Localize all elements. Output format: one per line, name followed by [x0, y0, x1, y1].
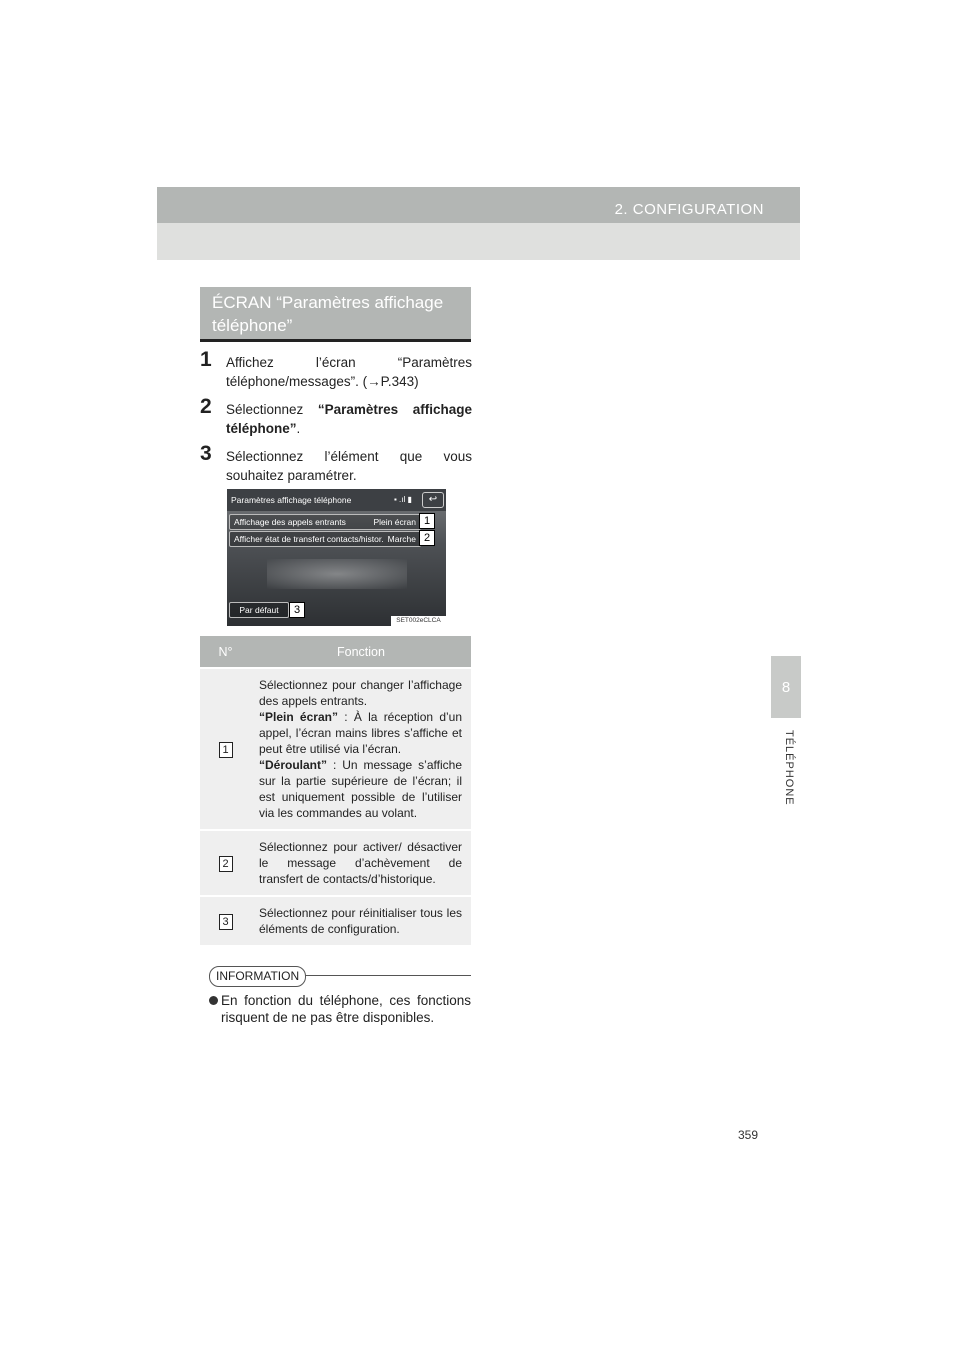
- section-title-line1: ÉCRAN “Paramètres affichage: [212, 293, 444, 312]
- page-number: 359: [738, 1128, 759, 1142]
- chapter-tab: [771, 656, 801, 718]
- default-button[interactable]: Par défaut: [229, 602, 289, 618]
- step-number: 2: [200, 395, 212, 418]
- step-number: 3: [200, 442, 212, 465]
- header-bar: [157, 187, 800, 223]
- section-heading: 2. CONFIGURATION: [614, 201, 764, 218]
- screen-title: Paramètres affichage téléphone: [231, 495, 352, 505]
- incoming-calls-row[interactable]: Affichage des appels entrants Plein écran: [229, 514, 421, 530]
- function-table: [200, 636, 471, 945]
- bullet-icon: [209, 996, 218, 1005]
- image-code: SET002eCLCA: [391, 616, 446, 626]
- item-description: Sélectionnez pour activer/ désactiver le message d’achèvement de transfert de contacts/d’historique.: [251, 830, 471, 896]
- screen-glow: [267, 559, 407, 589]
- chapter-label: TÉLÉPHONE: [783, 730, 795, 806]
- step-3: [200, 442, 472, 485]
- item-description: Sélectionnez pour réinitialiser tous les éléments de configuration.: [251, 896, 471, 945]
- information-bullet: [209, 992, 471, 1026]
- back-icon[interactable]: ↩: [422, 492, 444, 508]
- transfer-status-row[interactable]: Afficher état de transfert contacts/histor. Marche: [229, 531, 421, 547]
- step-1: [200, 348, 472, 391]
- information-text: En fonction du téléphone, ces fonctions risquent de ne pas être disponibles.: [221, 993, 471, 1025]
- item-number: 3: [219, 914, 233, 930]
- table-header-function: Fonction: [251, 636, 471, 668]
- item-number: 1: [219, 742, 233, 758]
- information-header: INFORMATION: [209, 966, 306, 987]
- item-number: 2: [219, 856, 233, 872]
- step-number: 1: [200, 348, 212, 371]
- table-row: [200, 896, 471, 945]
- table-header-number: N°: [200, 636, 251, 668]
- callout-2: 2: [419, 530, 435, 546]
- table-row: [200, 668, 471, 830]
- step-2: [200, 395, 472, 438]
- section-title: [200, 287, 471, 342]
- chapter-number: 8: [781, 678, 791, 696]
- step-text: Affichez l’écran “Paramètres téléphone/messages”. (→P.343): [226, 355, 472, 389]
- header-subbar: [157, 223, 800, 260]
- callout-1: 1: [419, 513, 435, 529]
- item-description: Sélectionnez pour changer l’affichage des appels entrants. “Plein écran” : À la réception d’un appel, l’écran mains libres s’affiche et peut être utilisé via l’écran. “Déroulant” : Un message s’affiche sur la partie supérieure de l’écran; il est uniquement possible de l’utiliser via les commandes au volant.: [251, 668, 471, 830]
- step-text: Sélectionnez l’élément que vous souhaitez paramétrer.: [226, 449, 472, 483]
- table-row: [200, 830, 471, 896]
- status-icons: ▪ .ıl ▮: [394, 495, 412, 504]
- settings-screenshot: [227, 489, 446, 626]
- callout-3: 3: [289, 602, 305, 618]
- step-text: Sélectionnez “Paramètres affichage téléphone”.: [226, 402, 472, 436]
- section-title-line2: téléphone”: [212, 316, 293, 335]
